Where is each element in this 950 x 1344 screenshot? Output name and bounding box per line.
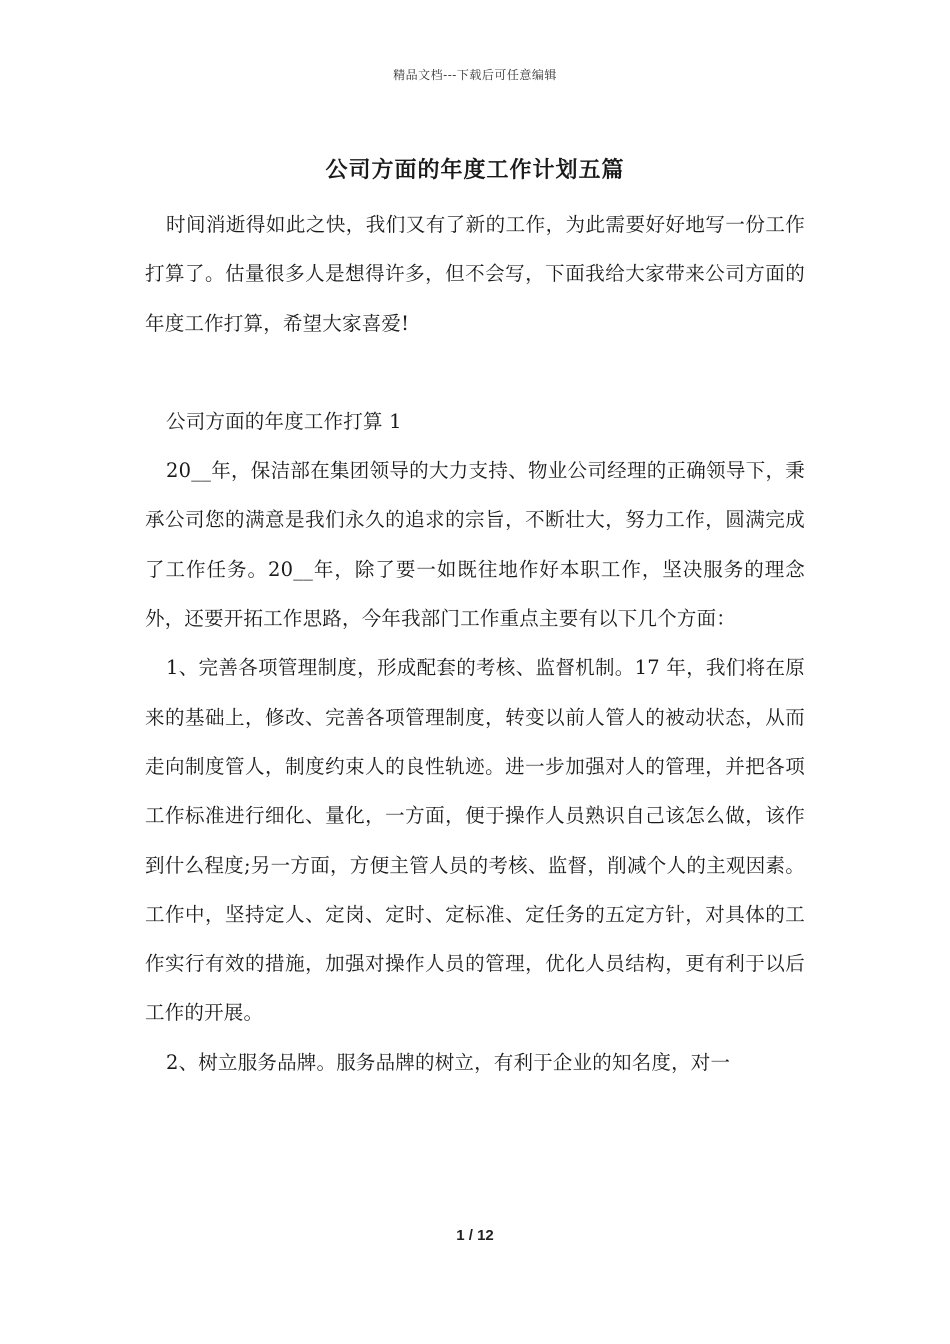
document-body — [145, 200, 805, 1087]
page-header-note: 精品文档---下载后可任意编辑 — [393, 68, 557, 82]
body-paragraph: 2、树立服务品牌。服务品牌的树立，有利于企业的知名度，对一 — [166, 1050, 731, 1074]
intro-paragraph: 时间消逝得如此之快，我们又有了新的工作，为此需要好好地写一份工作打算了。估量很多人是想得许多，但不会写，下面我给大家带来公司方面的年度工作打算，希望大家喜爱! — [145, 213, 805, 335]
body-paragraph: 1、完善各项管理制度，形成配套的考核、监督机制。17 年，我们将在原来的基础上，修改、完善各项管理制度，转变以前人管人的被动状态，从而走向制度管人，制度约束人的良性轨迹。进一步加强对人的管理，并把各项工作标准进行细化、量化，一方面，便于操作人员熟识自己该怎么做，该作到什么程度;另一方面，方便主管人员的考核、监督，削减个人的主观因素。工作中，坚持定人、定岗、定时、定标准、定任务的五定方针，对具体的工作实行有效的措施，加强对操作人员的管理，优化人员结构，更有利于以后工作的开展。 — [145, 656, 805, 1025]
document-title: 公司方面的年度工作计划五篇 — [325, 157, 625, 183]
page-number: 1 / 12 — [456, 1227, 494, 1244]
section-heading: 公司方面的年度工作打算 1 — [166, 409, 402, 433]
body-paragraph: 20__年，保洁部在集团领导的大力支持、物业公司经理的正确领导下，秉承公司您的满意是我们永久的追求的宗旨，不断壮大，努力工作，圆满完成了工作任务。20__年，除了要一如既往地作好本职工作，坚决服务的理念外，还要开拓工作思路，今年我部门工作重点主要有以下几个方面： — [145, 459, 805, 631]
